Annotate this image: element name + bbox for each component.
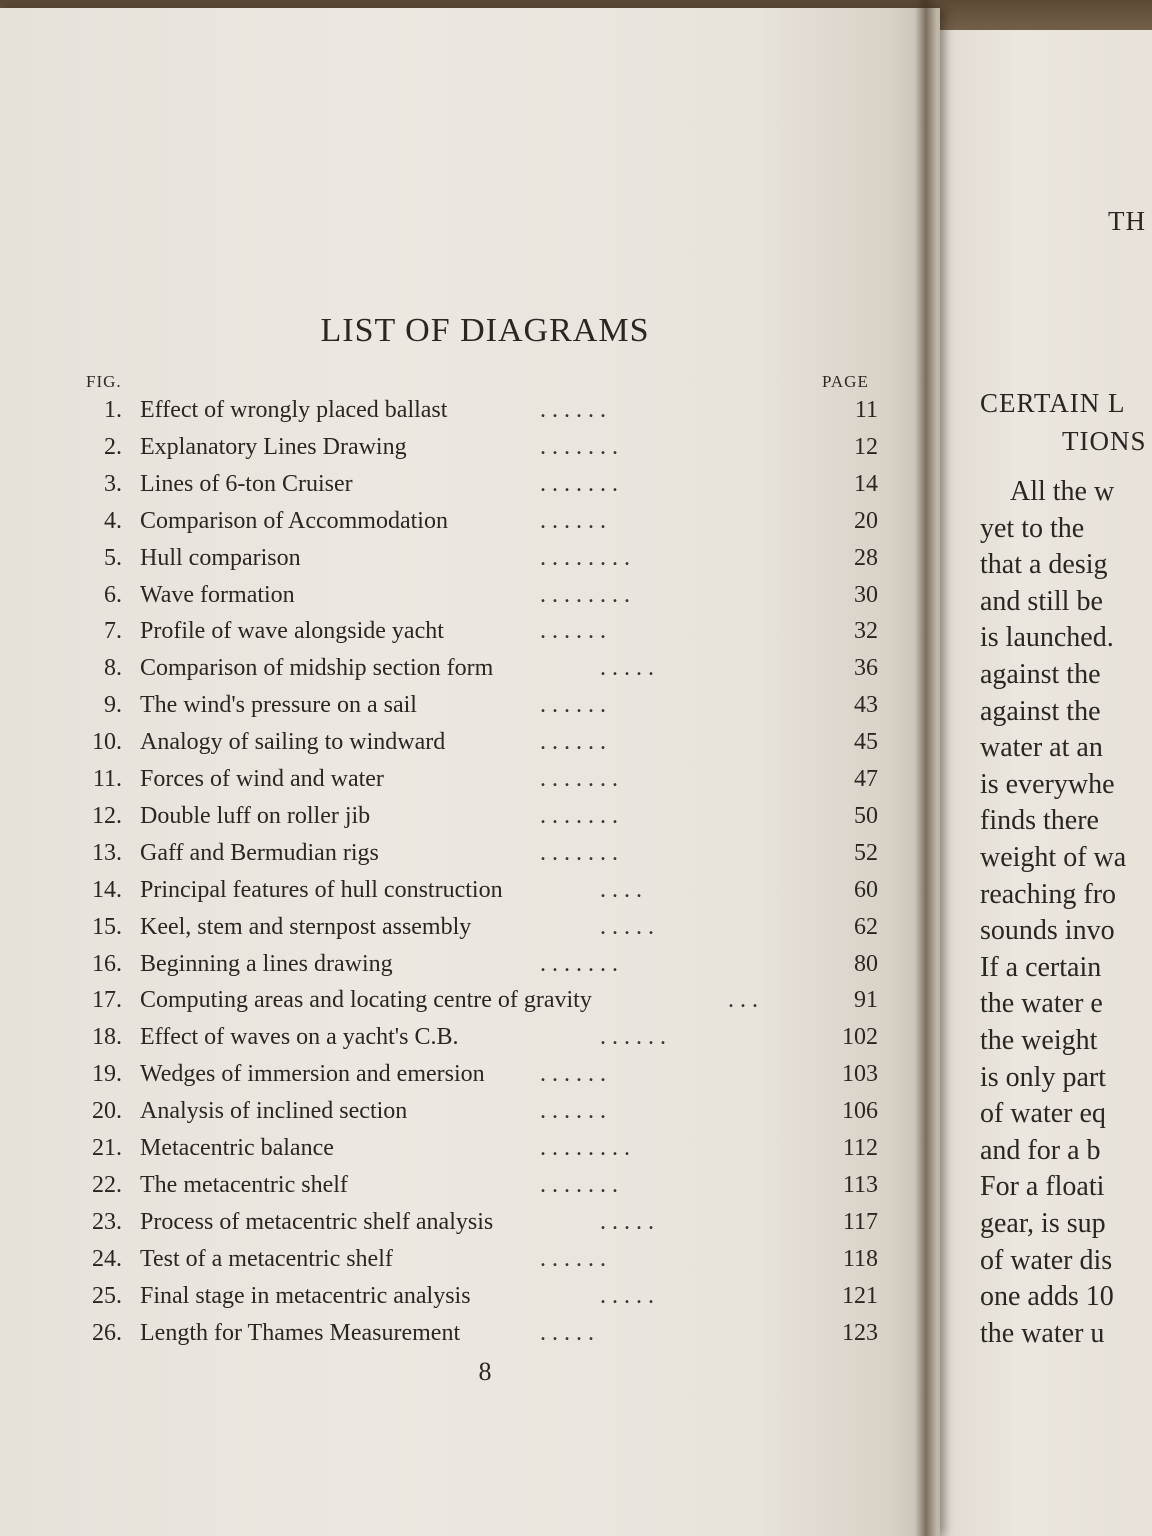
- page-column-header: PAGE: [822, 372, 869, 391]
- list-item: [0, 803, 900, 839]
- diagram-title: Beginning a lines drawing: [140, 950, 393, 977]
- dot-leader: . . . . . . . .: [540, 1135, 630, 1161]
- body-text-line: If a certain: [980, 951, 1102, 983]
- dot-leader: . . . . .: [600, 1208, 654, 1235]
- dot-leader: . . . . . . . .: [540, 581, 630, 608]
- fig-number: 4.: [104, 507, 122, 534]
- page-ref: 30: [854, 581, 878, 608]
- chapter-title-line-1: CERTAIN L: [980, 388, 1126, 418]
- diagram-title: The wind's pressure on a sail: [140, 692, 417, 719]
- dot-leader: . . . . . . .: [540, 950, 618, 977]
- body-text-line: sounds invo: [980, 915, 1115, 947]
- body-text-line: of water eq: [980, 1098, 1106, 1130]
- list-item: [0, 1135, 900, 1171]
- page-ref: 123: [842, 1319, 878, 1346]
- page-ref: 28: [854, 544, 878, 571]
- list-item: [0, 545, 900, 581]
- fig-number: 16.: [92, 950, 122, 977]
- body-text-line: weight of wa: [980, 842, 1127, 873]
- fig-number: 18.: [92, 1024, 122, 1051]
- dot-leader: . . . . . .: [540, 1061, 606, 1088]
- diagram-title: The metacentric shelf: [140, 1171, 348, 1198]
- diagram-title: Gaff and Bermudian rigs: [140, 839, 379, 866]
- fig-number: 1.: [104, 397, 122, 423]
- page-ref: 80: [854, 950, 878, 977]
- list-item: [0, 766, 900, 802]
- diagram-title: Forces of wind and water: [140, 766, 384, 792]
- diagram-title: Effect of wrongly placed ballast: [140, 397, 448, 423]
- gutter-shadow: [915, 0, 937, 1536]
- diagram-title: Profile of wave alongside yacht: [140, 618, 444, 645]
- diagram-title: Metacentric balance: [140, 1135, 334, 1161]
- diagram-title: Analysis of inclined section: [140, 1098, 408, 1125]
- list-item: [0, 434, 900, 470]
- fig-number: 13.: [92, 839, 122, 866]
- body-text-line: gear, is sup: [980, 1208, 1106, 1239]
- page-ref: 50: [854, 802, 878, 829]
- page-ref: 20: [854, 507, 878, 534]
- dot-leader: . . . . . .: [600, 1024, 666, 1051]
- dot-leader: . . . . .: [600, 1282, 654, 1309]
- body-text-line: is everywhe: [980, 768, 1115, 800]
- body-text-line: is only part: [980, 1061, 1106, 1093]
- list-item: [0, 508, 900, 544]
- list-item: [0, 877, 900, 913]
- dot-leader: . . . . . .: [540, 729, 606, 756]
- fig-number: 23.: [92, 1208, 122, 1235]
- list-item: [0, 1061, 900, 1097]
- page-ref: 113: [842, 1171, 878, 1198]
- page-ref: 12: [854, 433, 878, 460]
- body-text-line: against the: [980, 695, 1101, 727]
- fig-number: 19.: [92, 1061, 122, 1088]
- diagram-title: Comparison of midship section form: [140, 655, 494, 682]
- page-ref: 121: [842, 1282, 878, 1309]
- body-text-line: the water e: [980, 988, 1103, 1020]
- diagram-title: Hull comparison: [140, 544, 301, 571]
- page-ref: 106: [842, 1098, 878, 1125]
- body-text-line: finds there: [980, 805, 1099, 837]
- dot-leader: . . . . .: [540, 1319, 594, 1346]
- page-ref: 103: [842, 1061, 878, 1088]
- dot-leader: . . . . . .: [540, 507, 606, 534]
- fig-number: 26.: [92, 1319, 122, 1346]
- page-ref: 43: [854, 692, 878, 719]
- body-text-line: reaching fro: [980, 878, 1117, 910]
- list-item: [0, 1283, 900, 1319]
- list-item: [0, 655, 900, 691]
- list-item: [0, 471, 900, 507]
- dot-leader: . . .: [728, 987, 758, 1014]
- fig-number: 8.: [104, 655, 122, 682]
- list-item: [0, 951, 900, 987]
- body-text-line: of water dis: [980, 1244, 1113, 1276]
- page-ref: 11: [854, 397, 878, 423]
- chapter-title-line-2: TIONS: [1062, 426, 1147, 456]
- page-title: LIST OF DIAGRAMS: [320, 312, 650, 349]
- list-item: [0, 987, 900, 1023]
- fig-number: 14.: [92, 876, 122, 903]
- list-item: [0, 1246, 900, 1282]
- fig-number: 6.: [104, 581, 122, 608]
- page-ref: 14: [854, 470, 878, 497]
- dot-leader: . . . . . .: [540, 397, 606, 423]
- body-text-line: that a desig: [980, 549, 1108, 581]
- page-ref: 62: [854, 913, 878, 940]
- fig-number: 15.: [92, 913, 122, 940]
- diagram-title: Length for Thames Measurement: [140, 1319, 461, 1346]
- dot-leader: . . . . . . .: [540, 470, 618, 497]
- body-text-line: the weight: [980, 1025, 1098, 1056]
- body-text-line: and for a b: [980, 1134, 1101, 1166]
- fig-column-header: FIG.: [86, 372, 122, 391]
- body-text-line: For a floati: [980, 1171, 1105, 1203]
- list-item: [0, 1320, 900, 1356]
- diagram-title: Process of metacentric shelf analysis: [140, 1208, 494, 1235]
- fig-number: 2.: [104, 433, 122, 460]
- dot-leader: . . . . .: [600, 913, 654, 940]
- page-ref: 102: [842, 1024, 878, 1051]
- body-text-line: the water u: [980, 1317, 1105, 1349]
- fig-number: 9.: [104, 692, 122, 719]
- page-ref: 117: [842, 1208, 878, 1235]
- diagram-title: Analogy of sailing to windward: [140, 729, 446, 756]
- fig-number: 25.: [92, 1282, 122, 1309]
- dot-leader: . . . . . . .: [540, 839, 618, 866]
- running-head: TH: [1108, 206, 1146, 236]
- page-ref: 36: [854, 655, 878, 682]
- fig-number: 11.: [92, 766, 122, 792]
- list-item: [0, 914, 900, 950]
- fig-number: 20.: [92, 1098, 122, 1125]
- page-ref: 118: [842, 1245, 878, 1272]
- body-text-line: yet to the: [980, 512, 1085, 544]
- list-item: [0, 1098, 900, 1134]
- page-ref: 60: [854, 876, 878, 903]
- list-item: [0, 1209, 900, 1245]
- dot-leader: . . . . . . .: [540, 766, 618, 792]
- list-item: [0, 729, 900, 765]
- dot-leader: . . . . . . .: [540, 1171, 618, 1198]
- list-item: [0, 1024, 900, 1060]
- page-ref: 32: [854, 618, 878, 645]
- diagram-title: Final stage in metacentric analysis: [140, 1282, 471, 1309]
- fig-number: 7.: [104, 618, 122, 645]
- page-number: 8: [478, 1357, 492, 1386]
- fig-number: 10.: [92, 729, 122, 756]
- list-item: [0, 582, 900, 618]
- fig-number: 12.: [92, 802, 122, 829]
- body-text-line: and still be: [980, 585, 1103, 617]
- diagram-title: Computing areas and locating centre of gravity: [140, 987, 592, 1014]
- body-text-line: is launched.: [980, 622, 1114, 654]
- diagram-title: Effect of waves on a yacht's C.B.: [140, 1024, 459, 1051]
- page-ref: 45: [854, 729, 878, 756]
- dot-leader: . . . . . .: [540, 692, 606, 719]
- list-item: [0, 397, 900, 433]
- list-item: [0, 1172, 900, 1208]
- body-text-line: against the: [980, 659, 1101, 690]
- diagram-title: Double luff on roller jib: [140, 802, 371, 829]
- body-text-line: water at an: [980, 732, 1103, 764]
- dot-leader: . . . . . . .: [540, 433, 618, 460]
- page-ref: 91: [854, 987, 878, 1014]
- fig-number: 5.: [104, 544, 122, 571]
- page-ref: 112: [842, 1135, 878, 1161]
- fig-number: 17.: [92, 987, 122, 1014]
- list-item: [0, 840, 900, 876]
- page-ref: 52: [854, 839, 878, 866]
- diagram-title: Comparison of Accommodation: [140, 507, 448, 534]
- dot-leader: . . . . . . .: [540, 802, 618, 829]
- diagram-title: Keel, stem and sternpost assembly: [140, 913, 472, 940]
- dot-leader: . . . . . . . .: [540, 544, 630, 571]
- diagram-title: Wedges of immersion and emersion: [140, 1061, 485, 1088]
- dot-leader: . . . .: [600, 876, 642, 903]
- dot-leader: . . . . . .: [540, 1098, 606, 1125]
- diagram-title: Test of a metacentric shelf: [140, 1245, 393, 1272]
- diagram-title: Explanatory Lines Drawing: [140, 433, 407, 460]
- diagram-title: Lines of 6-ton Cruiser: [140, 470, 353, 497]
- dot-leader: . . . . . .: [540, 1245, 606, 1272]
- diagram-title: Wave formation: [140, 581, 295, 608]
- page-ref: 47: [854, 766, 878, 792]
- body-text-line: one adds 10: [980, 1281, 1114, 1313]
- dot-leader: . . . . . .: [540, 618, 606, 645]
- diagram-title: Principal features of hull construction: [140, 876, 503, 903]
- list-item: [0, 692, 900, 728]
- list-item: [0, 618, 900, 654]
- fig-number: 24.: [92, 1245, 122, 1272]
- fig-number: 3.: [104, 470, 122, 497]
- dot-leader: . . . . .: [600, 655, 654, 682]
- fig-number: 21.: [92, 1135, 122, 1161]
- body-text-line: All the w: [1010, 476, 1115, 507]
- fig-number: 22.: [92, 1171, 122, 1198]
